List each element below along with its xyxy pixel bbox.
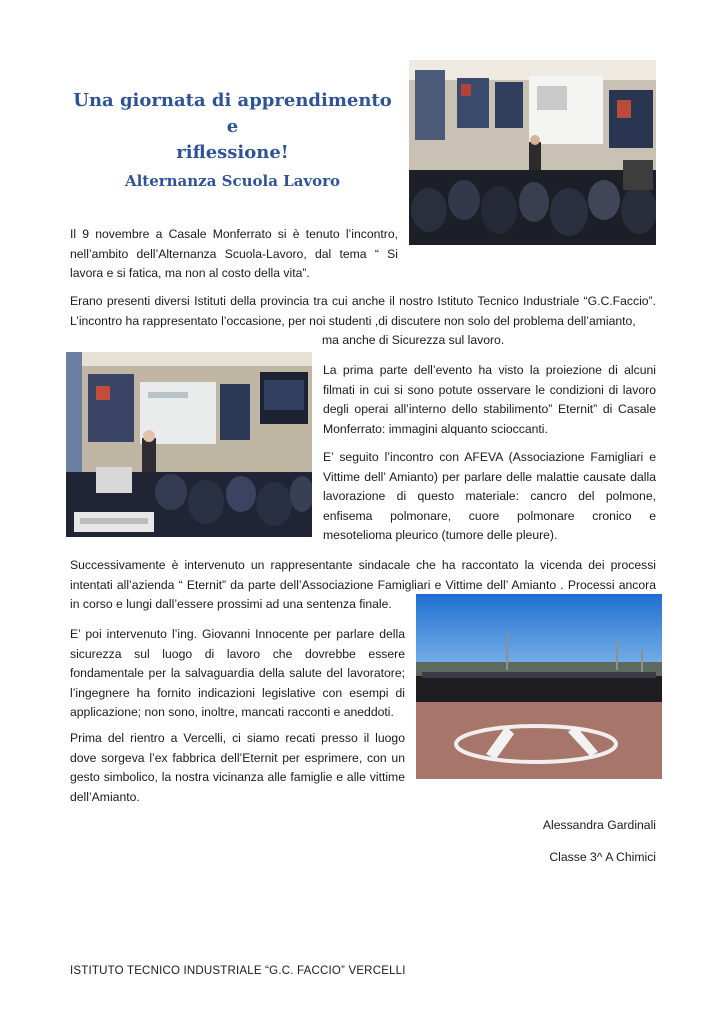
- paragraph-participants-tail: ma anche di Sicurezza sul lavoro.: [322, 333, 505, 347]
- paragraph-participants: Erano presenti diversi Istituti della provincia tra cui anche il nostro Istituto Tecnico Industriale “G.C.Faccio”. L’incontro ha rappresentato l’occasione, per noi studenti ,di discutere non solo del problema dell’amianto,: [70, 294, 656, 328]
- paragraph-afeva: E’ seguito l’incontro con AFEVA (Associazione Famigliari e Vittime dell’ Amianto) per parlare delle malattie causate dalla lavorazione di questo materiale: cancro del polmone, enfisema polmonare, cuore polmonare cronico e mesotelioma pleurico (tumore delle pleure).: [323, 450, 656, 542]
- photo-conference-room: [409, 60, 656, 245]
- title-line-1: Una giornata di apprendimento e: [73, 90, 392, 137]
- paragraph-union: Successivamente è intervenuto un rappresentante sindacale che ha raccontato la vicenda dei processi intentati all’azienda “ Eternit” da parte dell’Associazione Famigliari e Vittime dell’ Amianto . Processi ancora in corso e lungi dall’essere prossimi ad una sentenza finale.: [70, 558, 656, 611]
- photo-group-outdoors: [416, 594, 662, 779]
- photo-speaker-classroom: [66, 352, 312, 537]
- article-title: [70, 88, 395, 166]
- page-footer: ISTITUTO TECNICO INDUSTRIALE “G.C. FACCIO” VERCELLI: [70, 965, 406, 977]
- paragraph-videos: La prima parte dell’evento ha visto la proiezione di alcuni filmati in cui si sono potute osservare le condizioni di lavoro degli operai all’interno dello stabilimento” Eternit” di Casale Monferrato: immagini alquanto scioccanti.: [323, 363, 656, 436]
- paragraph-eternit-visit: Prima del rientro a Vercelli, ci siamo recati presso il luogo dove sorgeva l’ex fabbrica dell’Eternit per esprimere, con un gesto simbolico, la nostra vicinanza alle famiglie e alle vittime dell’Amianto.: [70, 731, 405, 804]
- title-line-2: riflessione!: [176, 142, 289, 163]
- author-class: Classe 3^ A Chimici: [549, 850, 656, 864]
- paragraph-intro: Il 9 novembre a Casale Monferrato si è tenuto l’incontro, nell’ambito dell’Alternanza Scuola-Lavoro, dal tema “ Si lavora e si fatica, ma non al costo della vita”.: [70, 227, 398, 280]
- author-name: Alessandra Gardinali: [542, 818, 656, 832]
- article-subtitle: Alternanza Scuola Lavoro: [124, 172, 341, 190]
- paragraph-engineer: E’ poi intervenuto l’ing. Giovanni Innocente per parlare della sicurezza sul luogo di lavoro che dovrebbe essere fondamentale per la salvaguardia della salute del lavoratore; l’ingegnere ha fornito indicazioni legislative con esempi di applicazione; non sono, inoltre, mancati racconti e aneddoti.: [70, 627, 405, 719]
